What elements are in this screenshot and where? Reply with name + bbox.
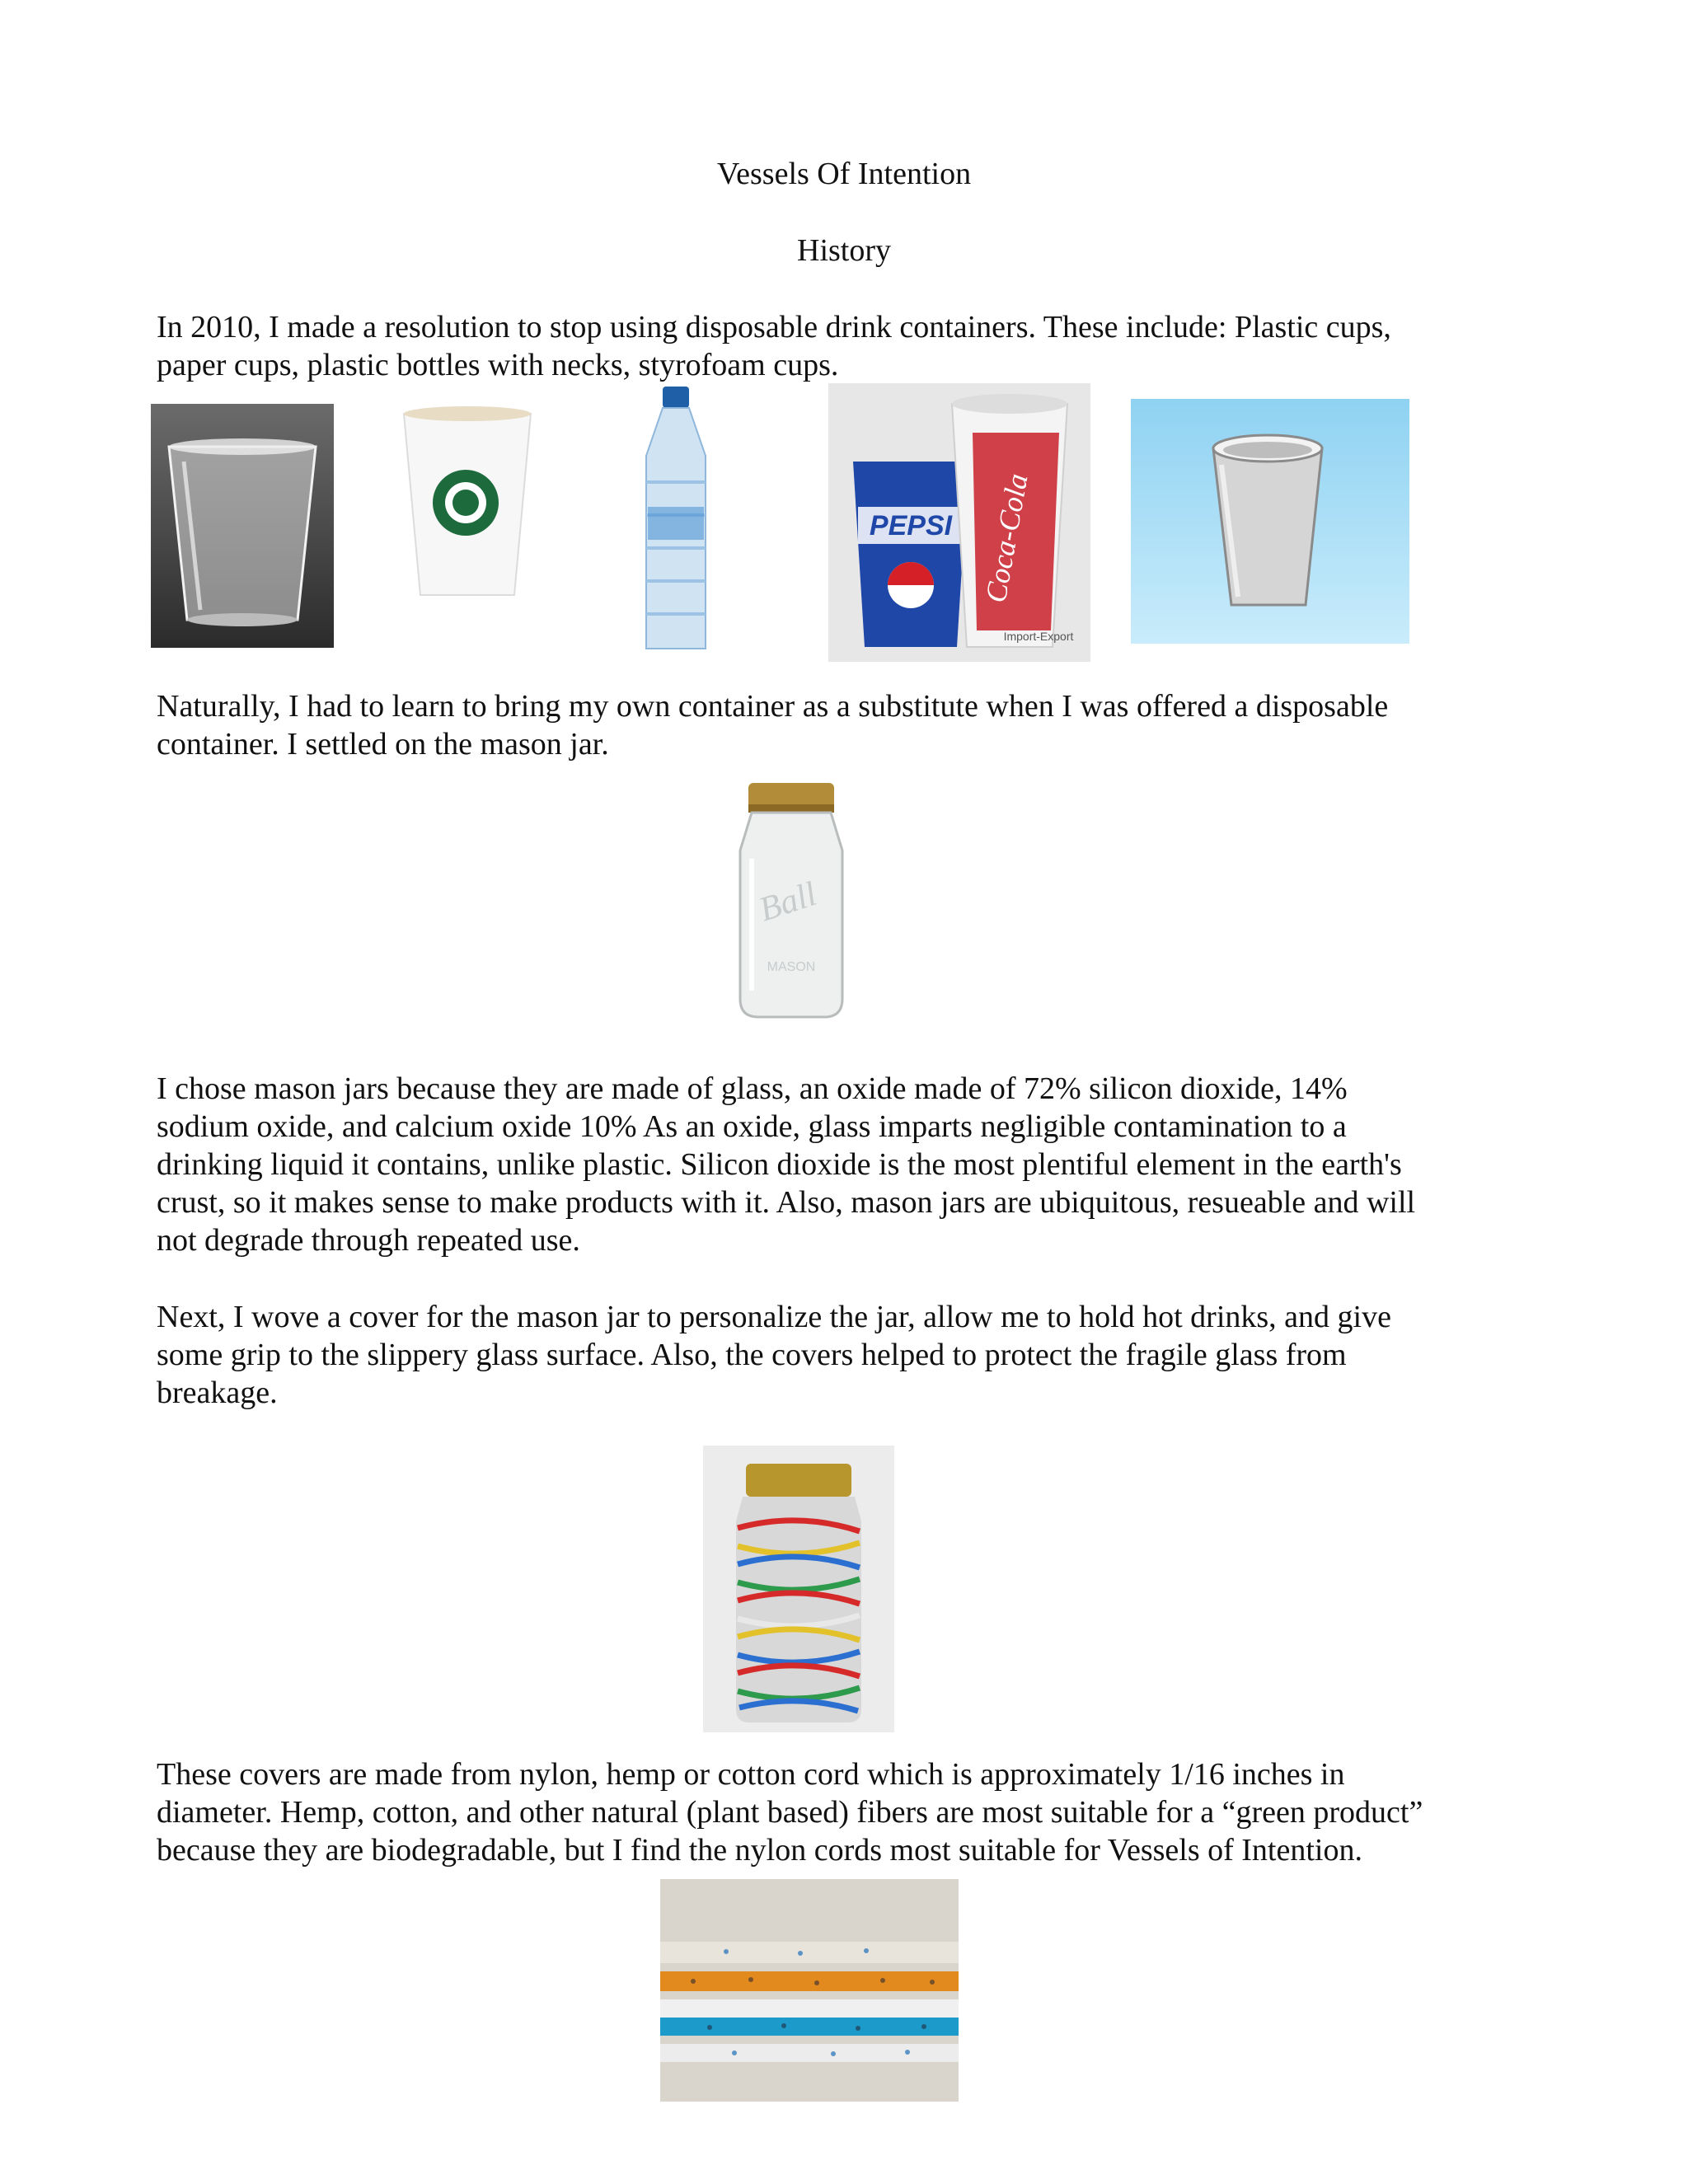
nylon-cords-image xyxy=(660,1879,959,2102)
text-line: crust, so it makes sense to make products with it. Also, mason jars are ubiquitous, resueable and will xyxy=(157,1185,1416,1220)
text-line: In 2010, I made a resolution to stop using disposable drink containers. These include: Plastic cups, xyxy=(157,310,1391,344)
pepsi-logo-text: PEPSI xyxy=(869,510,953,541)
mason-jar-image xyxy=(725,776,857,1024)
text-line: diameter. Hemp, cotton, and other natural (plant based) fibers are most suitable for a “green product” xyxy=(157,1795,1423,1830)
text-line: Naturally, I had to learn to bring my own container as a substitute when I was offered a disposable xyxy=(157,689,1389,724)
styrofoam-cup-image xyxy=(1131,399,1409,644)
ball-logo-text: Ball xyxy=(754,874,822,930)
paragraph-disposable-containers xyxy=(157,308,1525,384)
page-title: Vessels Of Intention xyxy=(716,157,972,191)
watermark-text: Import-Export xyxy=(1003,630,1074,643)
text-line: not degrade through repeated use. xyxy=(157,1223,580,1258)
text-line: because they are biodegradable, but I find the nylon cords most suitable for Vessels of Intention. xyxy=(157,1833,1362,1868)
text-line: I chose mason jars because they are made of glass, an oxide made of 72% silicon dioxide, 14% xyxy=(157,1071,1348,1106)
text-line: sodium oxide, and calcium oxide 10% As an oxide, glass imparts negligible contamination to a xyxy=(157,1109,1347,1144)
text-line: drinking liquid it contains, unlike plastic. Silicon dioxide is the most plentiful element in the earth's xyxy=(157,1147,1402,1182)
cocacola-logo-text: Coca-Cola xyxy=(978,471,1034,606)
plastic-cup-image xyxy=(151,404,334,648)
paragraph-mason-jar xyxy=(157,687,1525,763)
section-heading: History xyxy=(797,233,891,268)
text-line: container. I settled on the mason jar. xyxy=(157,727,609,762)
paragraph-glass-composition xyxy=(157,1070,1525,1259)
woven-jar-image xyxy=(703,1446,894,1732)
text-line: These covers are made from nylon, hemp or cotton cord which is approximately 1/16 inches in xyxy=(157,1757,1345,1792)
text-line: breakage. xyxy=(157,1376,278,1410)
soda-cups-image xyxy=(828,383,1090,662)
text-line: Next, I wove a cover for the mason jar to personalize the jar, allow me to hold hot drinks, and give xyxy=(157,1300,1391,1334)
paragraph-woven-cover xyxy=(157,1298,1525,1412)
paragraph-cord-materials xyxy=(157,1755,1525,1869)
water-bottle-image xyxy=(626,383,725,655)
mason-logo-text: MASON xyxy=(767,960,816,974)
paper-cup-image xyxy=(397,404,537,602)
text-line: paper cups, plastic bottles with necks, styrofoam cups. xyxy=(157,348,839,382)
text-line: some grip to the slippery glass surface. Also, the covers helped to protect the fragile glass from xyxy=(157,1338,1347,1372)
